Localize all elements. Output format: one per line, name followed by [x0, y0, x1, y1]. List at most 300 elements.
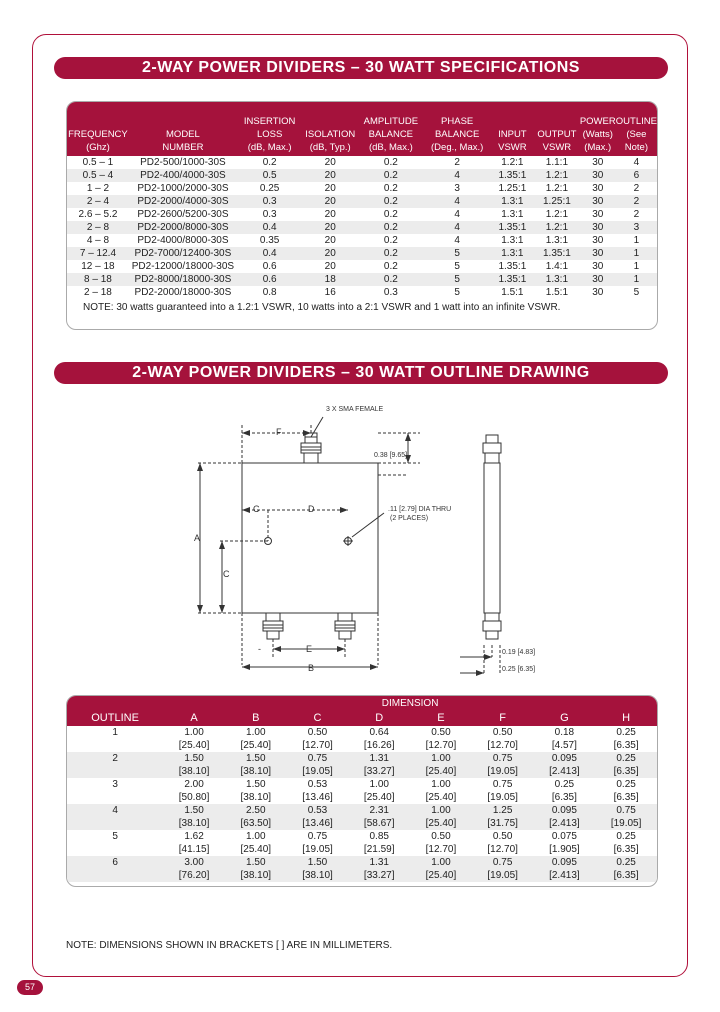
dimension-cell-mm: [19.05]: [472, 869, 534, 882]
dimension-cell-inches: 0.75: [472, 752, 534, 765]
spec-cell: 8 – 18: [67, 273, 129, 286]
dimension-col-header: A: [190, 712, 198, 724]
dimension-cell-mm: [6.35]: [613, 792, 639, 803]
input-connector: [301, 433, 321, 463]
spec-col-header: [534, 102, 580, 156]
spec-cell: 4: [454, 209, 460, 220]
dimension-cell-mm: [6.35]: [595, 765, 657, 778]
spec-col-header-line: INSERTION: [243, 116, 296, 127]
spec-cell: 0.2: [358, 169, 424, 182]
dimension-cell-inches: 1.50: [163, 804, 225, 817]
spec-col-header: [237, 102, 302, 156]
dimension-columns-row: [67, 710, 657, 726]
spec-cell: 1 – 2: [86, 183, 110, 194]
dimension-cell-inches: 0.53: [287, 804, 349, 817]
dimension-cell-inches: 1.50: [287, 856, 349, 869]
spec-cell: 1: [633, 235, 640, 246]
spec-col-header: [491, 102, 534, 156]
spec-cell: PD2-7000/12400-30S: [129, 247, 237, 260]
spec-cell: 5: [454, 287, 460, 298]
spec-cell: 4: [424, 195, 491, 208]
dimension-cell-mm: [19.05]: [595, 817, 657, 830]
dimension-cell-inches: 0.50: [307, 727, 328, 738]
spec-cell: 2 – 18: [84, 287, 112, 298]
dim-038-label: 0.38 [9.65]: [374, 452, 408, 459]
dimension-cell-mm: [12.70]: [425, 740, 457, 751]
dimension-row-mm: [67, 765, 657, 778]
dimension-cell-mm: [25.40]: [363, 792, 395, 803]
spec-cell: 20: [302, 221, 358, 234]
dimension-cell-mm: [25.40]: [410, 869, 472, 882]
spec-row: [67, 260, 657, 273]
dimension-cell-inches: 0.25: [554, 779, 575, 790]
spec-col-header-line: NUMBER: [162, 142, 204, 153]
dimension-cell-inches: 1.62: [184, 831, 204, 842]
dimension-row-inches: [67, 856, 657, 869]
spec-col-header-line: PHASE: [441, 116, 474, 127]
spec-col-header-line: (dB, Max.): [368, 142, 413, 153]
spec-cell: 20: [324, 209, 336, 220]
dimension-cell-inches: 0.50: [492, 727, 513, 738]
spec-table: [67, 102, 657, 299]
spec-cell: 0.2: [383, 209, 398, 220]
spec-cell: 1.35:1: [491, 273, 534, 286]
dimension-col-header: F: [499, 712, 507, 724]
dimension-cell-mm: [25.40]: [240, 844, 272, 855]
spec-cell: 1.3:1: [545, 235, 569, 246]
dimension-cell-inches: 1.00: [410, 856, 472, 869]
spec-row: [67, 182, 657, 195]
dimension-cell-inches: 0.095: [534, 856, 596, 869]
dimension-cell-mm: [19.05]: [287, 765, 349, 778]
spec-title: 2-WAY POWER DIVIDERS – 30 WATT SPECIFICATIONS: [142, 59, 580, 76]
dimension-cell-mm: [58.67]: [348, 817, 410, 830]
dimension-cell-mm: [31.75]: [472, 817, 534, 830]
spec-note: NOTE: 30 watts guaranteed into a 1.2:1 VSWR, 10 watts into a 2:1 VSWR and 1 watt into an infinite VSWR.: [83, 302, 561, 313]
spec-table-box: [66, 101, 658, 330]
spec-col-header-line: AMPLITUDE: [363, 116, 419, 127]
dimension-row-mm: [67, 843, 657, 856]
spec-cell: 30: [592, 157, 604, 168]
dimension-cell-inches: 1.00: [369, 779, 389, 790]
dimension-cell-inches: 1.00: [246, 831, 266, 842]
spec-cell: 1.2:1: [545, 183, 569, 194]
spec-cell: 3: [616, 221, 657, 234]
dimension-cell-inches: 0.25: [616, 779, 636, 790]
spec-body: [67, 156, 657, 299]
label-C: C: [223, 569, 230, 579]
dimension-cell-mm: [25.40]: [410, 765, 472, 778]
dimension-col-header: B: [252, 712, 260, 724]
spec-cell: 2 – 8: [67, 221, 129, 234]
dimension-col-header: G: [560, 712, 569, 724]
spec-cell: 30: [580, 195, 616, 208]
dimension-row-mm: [67, 739, 657, 752]
spec-cell: 7 – 12.4: [67, 247, 129, 260]
divider-body: [242, 463, 378, 613]
spec-cell: 0.3: [237, 195, 302, 208]
dimension-cell-mm: [13.46]: [302, 792, 333, 803]
dimension-cell-inches: 0.75: [595, 804, 657, 817]
spec-cell: 4: [424, 221, 491, 234]
spec-cell: 1.3:1: [534, 273, 580, 286]
spec-cell: 5: [424, 247, 491, 260]
spec-cell: 0.25: [259, 183, 280, 194]
spec-cell: 1.2:1: [534, 169, 580, 182]
dimension-cell-inches: 1.00: [246, 727, 266, 738]
dimension-cell-inches: 0.095: [534, 804, 596, 817]
dimension-row-inches: [67, 778, 657, 791]
spec-row: [67, 156, 657, 169]
dimension-cell-mm: [19.05]: [487, 792, 518, 803]
dimension-cell-mm: [6.35]: [613, 740, 639, 751]
spec-cell: 30: [592, 183, 604, 194]
spec-row: [67, 221, 657, 234]
spec-cell: 0.3: [262, 209, 277, 220]
dimension-outline-cell: 2: [67, 752, 163, 765]
dimension-cell-inches: 0.75: [492, 779, 513, 790]
spec-col-header-line: FREQUENCY: [68, 129, 128, 140]
spec-cell: 2: [633, 183, 640, 194]
dimension-cell-mm: [12.70]: [425, 844, 457, 855]
dimension-col-header: C: [313, 712, 322, 724]
spec-col-header-line: (See: [626, 129, 647, 140]
dimension-cell-inches: 0.75: [287, 752, 349, 765]
spec-cell: 1.5:1: [545, 287, 569, 298]
spec-col-header-line: (Watts): [582, 129, 613, 140]
spec-col-header-line: LOSS: [256, 129, 283, 140]
spec-col-header: [67, 102, 129, 156]
label-D: D: [308, 504, 315, 514]
dimension-cell-mm: [50.80]: [178, 792, 210, 803]
dimension-cell-inches: 2.50: [225, 804, 287, 817]
dimension-cell-inches: 0.50: [492, 831, 513, 842]
dimension-outline-cell: 6: [67, 856, 163, 869]
spec-cell: 1: [616, 273, 657, 286]
spec-cell: 5: [454, 261, 460, 272]
spec-title-banner: [54, 57, 668, 79]
dimension-cell-inches: 0.50: [431, 831, 451, 842]
spec-cell: 1.2:1: [545, 209, 569, 220]
label-A: A: [194, 533, 201, 543]
spec-col-header: [616, 102, 657, 156]
spec-cell: 0.2: [262, 157, 277, 168]
spec-row: [67, 247, 657, 260]
dimension-cell-inches: 3.00: [163, 856, 225, 869]
spec-cell: 1.3:1: [501, 209, 524, 220]
dimension-cell-mm: [33.27]: [348, 869, 410, 882]
dimension-outline-cell: 5: [112, 831, 118, 842]
spec-cell: 1.4:1: [545, 261, 569, 272]
spec-cell: 0.3: [383, 287, 398, 298]
dimension-cell-inches: 1.00: [410, 804, 472, 817]
spec-cell: 0.5: [237, 169, 302, 182]
spec-cell: PD2-400/4000-30S: [129, 169, 237, 182]
spec-col-header: [129, 102, 237, 156]
spec-cell: 20: [324, 235, 336, 246]
dimension-cell-inches: 0.53: [307, 779, 328, 790]
spec-cell: 20: [302, 247, 358, 260]
dimension-row-inches: [67, 804, 657, 817]
dimension-cell-inches: 1.25: [472, 804, 534, 817]
dimension-cell-inches: 0.25: [595, 752, 657, 765]
spec-cell: 1.2:1: [501, 157, 524, 168]
spec-cell: 2: [633, 209, 640, 220]
hole-label-2: (2 PLACES): [390, 515, 429, 522]
spec-cell: 1.35:1: [534, 247, 580, 260]
spec-col-header-line: MODEL: [166, 129, 200, 140]
dimension-cell-inches: 0.75: [307, 831, 328, 842]
spec-cell: 20: [324, 157, 336, 168]
spec-cell: 18: [302, 273, 358, 286]
dimension-row-inches: [67, 726, 657, 739]
spec-cell: 1.2:1: [534, 221, 580, 234]
spec-cell: 0.2: [383, 183, 398, 194]
dimension-cell-mm: [1.905]: [549, 844, 580, 855]
label-B: B: [308, 663, 315, 673]
spec-cell: 20: [324, 183, 336, 194]
dimension-cell-mm: [25.40]: [425, 792, 457, 803]
spec-cell: 1.3:1: [491, 195, 534, 208]
dimension-outline-cell: 1: [112, 727, 118, 738]
spec-col-header-line: OUTPUT: [537, 129, 577, 140]
dimension-table: [67, 696, 657, 882]
dimension-body: [67, 726, 657, 882]
dimension-cell-mm: [13.46]: [287, 817, 349, 830]
dimension-cell-inches: 0.095: [534, 752, 596, 765]
spec-cell: 1.3:1: [491, 247, 534, 260]
spec-cell: 1.35:1: [491, 169, 534, 182]
spec-col-header-line: BALANCE: [368, 129, 414, 140]
spec-cell: 0.35: [259, 235, 280, 246]
spec-cell: 1.25:1: [498, 183, 527, 194]
dimension-cell-mm: [19.05]: [472, 765, 534, 778]
dimension-cell-inches: 0.75: [472, 856, 534, 869]
spec-cell: 0.4: [237, 247, 302, 260]
spec-cell: 0.2: [383, 235, 398, 246]
dimension-outline-cell: 4: [67, 804, 163, 817]
spec-cell: 1.35:1: [498, 261, 527, 272]
spec-cell: PD2-2000/18000-30S: [134, 287, 232, 298]
connector-label: 3 X SMA FEMALE: [326, 406, 384, 413]
spec-cell: PD2-1000/2000-30S: [137, 183, 229, 194]
dimension-cell-mm: [38.10]: [163, 817, 225, 830]
spec-cell: PD2-500/1000-30S: [140, 157, 226, 168]
dimension-row-inches: [67, 830, 657, 843]
spec-cell: 0.5 – 4: [67, 169, 129, 182]
spec-col-header-line: POWER: [579, 116, 616, 127]
spec-cell: PD2-2600/5200-30S: [137, 209, 229, 220]
spec-cell: 30: [580, 247, 616, 260]
spec-cell: 4: [424, 169, 491, 182]
label-E: E: [306, 644, 313, 654]
spec-col-header-line: Note): [624, 142, 648, 153]
spec-cell: 1.5:1: [501, 287, 524, 298]
dimension-cell-mm: [4.57]: [551, 740, 577, 751]
spec-cell: 20: [324, 261, 336, 272]
dimension-note: NOTE: DIMENSIONS SHOWN IN BRACKETS [ ] ARE IN MILLIMETERS.: [66, 940, 393, 951]
dimension-cell-mm: [38.10]: [163, 765, 225, 778]
spec-col-header-line: OUTLINE: [615, 116, 657, 127]
dimension-cell-inches: 2.31: [348, 804, 410, 817]
spec-cell: 0.2: [358, 195, 424, 208]
dimension-cell-mm: [25.40]: [178, 740, 210, 751]
output-connector-2: [335, 613, 355, 639]
spec-cell: 5: [424, 273, 491, 286]
spec-cell: 16: [324, 287, 336, 298]
spec-row: [67, 273, 657, 286]
spec-cell: 0.2: [358, 247, 424, 260]
dimension-header: DIMENSION: [381, 697, 439, 709]
dimension-cell-inches: 1.00: [410, 752, 472, 765]
spec-cell: 6: [616, 169, 657, 182]
spec-cell: 1.3:1: [501, 235, 524, 246]
spec-row: [67, 208, 657, 221]
spec-cell: 4: [454, 235, 460, 246]
spec-cell: PD2-4000/8000-30S: [137, 235, 229, 246]
spec-cell: 0.5 – 1: [82, 157, 114, 168]
dimension-cell-inches: 2.00: [184, 779, 204, 790]
dimension-cell-inches: 0.075: [551, 831, 577, 842]
dimension-cell-mm: [16.26]: [363, 740, 395, 751]
dimension-cell-mm: [2.413]: [534, 765, 596, 778]
dimension-cell-mm: [76.20]: [163, 869, 225, 882]
dimension-col-header: D: [375, 712, 384, 724]
hole-label-1: .11 [2.79] DIA THRU: [388, 506, 452, 513]
spec-row: [67, 234, 657, 247]
dimension-row-mm: [67, 817, 657, 830]
dimension-cell-mm: [41.15]: [178, 844, 210, 855]
dim-019-label: 0.19 [4.83]: [502, 649, 536, 656]
dimension-cell-mm: [38.10]: [240, 792, 272, 803]
spec-cell: 0.2: [358, 221, 424, 234]
spec-cell: 4 – 8: [86, 235, 110, 246]
spec-row: [67, 169, 657, 182]
dimension-col-header: H: [622, 712, 631, 724]
dimension-outline-cell: 3: [112, 779, 118, 790]
dim-025-label: 0.25 [6.35]: [502, 666, 536, 673]
spec-cell: PD2-2000/8000-30S: [129, 221, 237, 234]
dimension-cell-inches: 0.25: [595, 856, 657, 869]
dimension-cell-mm: [12.70]: [302, 740, 333, 751]
spec-cell: 30: [592, 235, 604, 246]
dimension-row-mm: [67, 869, 657, 882]
spec-cell: PD2-2000/4000-30S: [129, 195, 237, 208]
dimension-cell-mm: [33.27]: [348, 765, 410, 778]
dimension-cell-mm: [19.05]: [302, 844, 333, 855]
spec-cell: 2: [454, 157, 460, 168]
spec-cell: 0.2: [358, 273, 424, 286]
spec-cell: 30: [592, 261, 604, 272]
dimension-cell-mm: [2.413]: [534, 817, 596, 830]
spec-cell: 2 – 4: [67, 195, 129, 208]
dimension-cell-mm: [6.35]: [551, 792, 577, 803]
dimension-cell-inches: 0.18: [554, 727, 575, 738]
dimension-cell-inches: 1.50: [163, 752, 225, 765]
spec-cell: 1.1:1: [545, 157, 569, 168]
dimension-cell-inches: 1.50: [225, 856, 287, 869]
dimension-row-mm: [67, 791, 657, 804]
spec-col-header: [424, 102, 491, 156]
spec-cell: 1.35:1: [491, 221, 534, 234]
spec-cell: 0.2: [383, 261, 398, 272]
dimension-row-inches: [67, 752, 657, 765]
spec-cell: 30: [592, 209, 604, 220]
spec-col-header-line: (dB, Max.): [247, 142, 292, 153]
outline-drawing: [180, 395, 580, 685]
divider-side-view: [484, 463, 500, 613]
dimension-cell-mm: [38.10]: [225, 765, 287, 778]
spec-row: [67, 286, 657, 299]
spec-cell: PD2-12000/18000-30S: [131, 261, 235, 272]
dimension-cell-inches: 1.31: [348, 856, 410, 869]
spec-col-header: [358, 102, 424, 156]
spec-col-header-line: (dB, Typ.): [309, 142, 351, 153]
dimension-cell-inches: 1.00: [184, 727, 204, 738]
dimension-cell-mm: [2.413]: [534, 869, 596, 882]
spec-cell: 0.2: [383, 157, 398, 168]
dimension-cell-inches: 0.85: [369, 831, 389, 842]
spec-cell: 0.6: [237, 273, 302, 286]
label-F: F: [276, 427, 282, 437]
spec-cell: 20: [302, 169, 358, 182]
spec-col-header-line: VSWR: [542, 142, 572, 153]
spec-cell: 2.6 – 5.2: [78, 209, 118, 220]
dimension-cell-inches: 0.25: [616, 831, 636, 842]
dimension-cell-inches: 1.31: [348, 752, 410, 765]
page-number: 57: [17, 980, 43, 995]
spec-row: [67, 195, 657, 208]
spec-col-header: [580, 102, 616, 156]
spec-cell: 12 – 18: [81, 261, 115, 272]
spec-col-header-line: (Deg., Max.): [431, 142, 484, 153]
dimension-cell-mm: [6.35]: [613, 844, 639, 855]
dimension-cell-mm: [12.70]: [487, 844, 518, 855]
spec-cell: 2: [616, 195, 657, 208]
dimension-cell-mm: [12.70]: [487, 740, 518, 751]
spec-cell: 30: [592, 287, 604, 298]
dimension-cell-mm: [63.50]: [225, 817, 287, 830]
outline-title: 2-WAY POWER DIVIDERS – 30 WATT OUTLINE DRAWING: [132, 364, 590, 381]
dimension-cell-mm: [38.10]: [287, 869, 349, 882]
dimension-col-header: E: [437, 712, 445, 724]
spec-col-header: [302, 102, 358, 156]
spec-col-header-line: ISOLATION: [305, 129, 356, 140]
dimension-cell-inches: 1.00: [431, 779, 451, 790]
spec-col-header-line: BALANCE: [434, 129, 480, 140]
dimension-cell-mm: [21.59]: [363, 844, 395, 855]
spec-cell: PD2-8000/18000-30S: [129, 273, 237, 286]
spec-header-row: [67, 102, 657, 156]
dimension-col-header: OUTLINE: [91, 712, 139, 724]
spec-cell: 30: [580, 169, 616, 182]
dimension-cell-mm: [25.40]: [240, 740, 272, 751]
spec-cell: 1: [633, 261, 640, 272]
spec-cell: 4: [633, 157, 640, 168]
spec-col-header-line: VSWR: [498, 142, 527, 153]
spec-cell: 30: [580, 221, 616, 234]
spec-col-header-line: INPUT: [498, 129, 527, 140]
dimension-cell-mm: [38.10]: [225, 869, 287, 882]
spec-cell: 3: [454, 183, 460, 194]
spec-cell: 30: [580, 273, 616, 286]
spec-col-header-line: (Max.): [584, 142, 612, 153]
dimension-cell-mm: [25.40]: [410, 817, 472, 830]
spec-cell: 0.4: [237, 221, 302, 234]
spec-cell: 5: [633, 287, 640, 298]
spec-cell: 20: [302, 195, 358, 208]
dimension-cell-inches: 0.25: [616, 727, 636, 738]
